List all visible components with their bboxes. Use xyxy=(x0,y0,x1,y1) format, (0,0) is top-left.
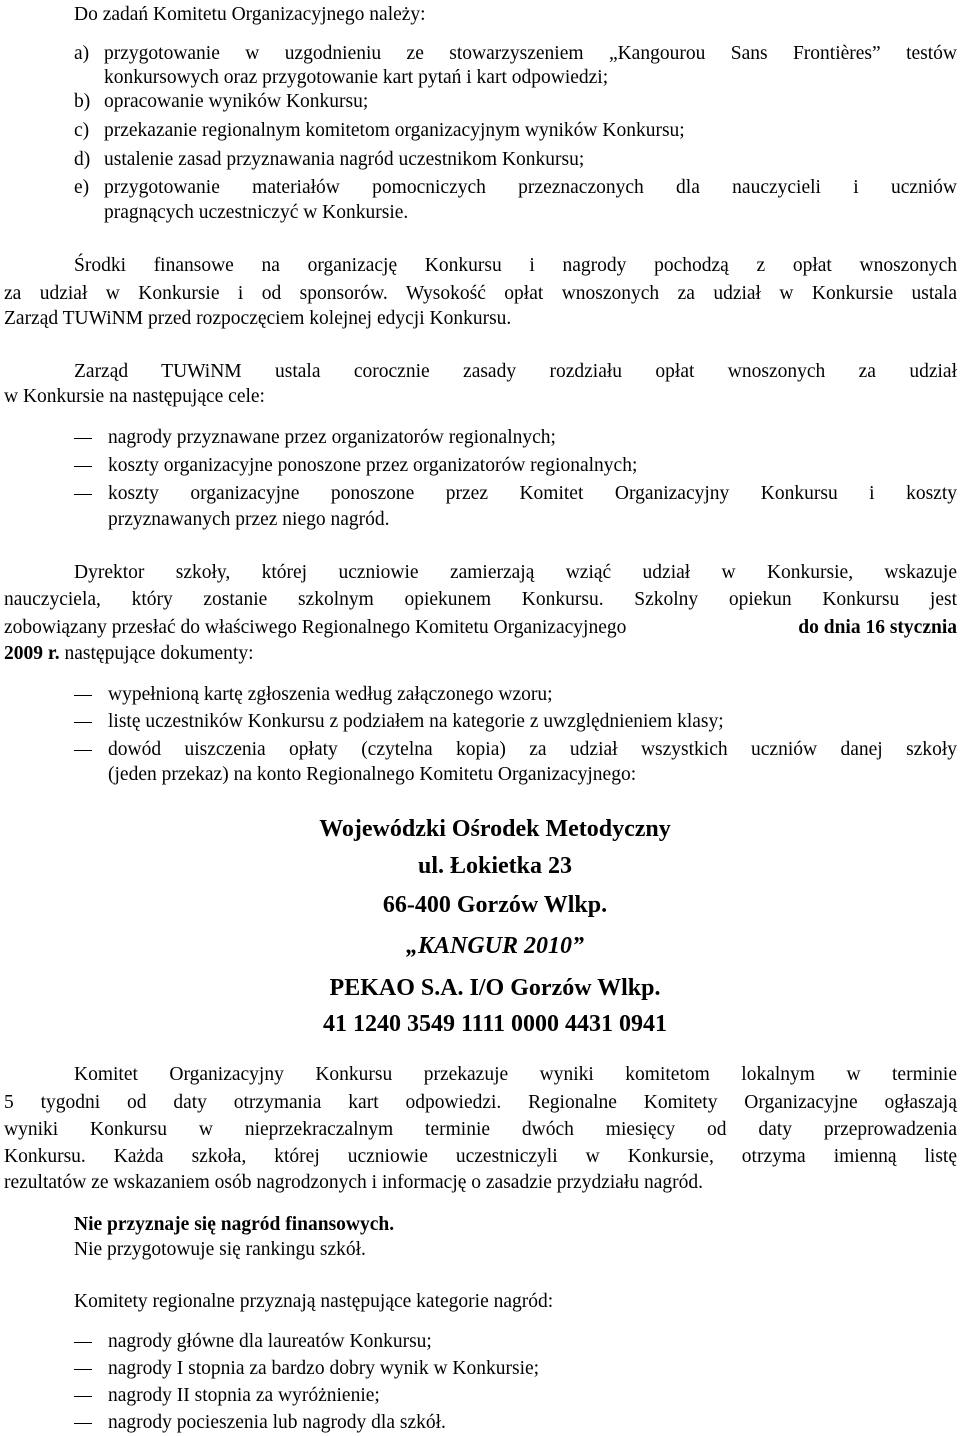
funds-line-2: za udział w Konkursie i od sponsorów. Wysokość opłat wnoszonych za udział w Konkursie ustala xyxy=(4,283,957,304)
allocation-line-2: w Konkursie na następujące cele: xyxy=(4,386,265,407)
director-line-3 xyxy=(4,616,957,640)
task-e-line-1: przygotowanie materiałów pomocniczych przeznaczonych dla nauczycieli i uczniów xyxy=(104,177,957,198)
results-line-4: Konkursu. Każda szkoła, której uczniowie uczestniczyli w Konkursie, otrzyma imienną listę xyxy=(4,1146,957,1167)
deadline-date: do dnia 16 stycznia xyxy=(798,617,957,638)
document-item-2: listę uczestników Konkursu z podziałem na kategorie z uwzględnieniem klasy; xyxy=(108,711,724,732)
dash-bullet xyxy=(74,466,92,467)
dash-bullet xyxy=(74,494,92,495)
task-marker-d: d) xyxy=(74,149,91,170)
address-street: ul. Łokietka 23 xyxy=(417,853,573,879)
task-a-line-2: konkursowych oraz przygotowanie kart pytań i kart odpowiedzi; xyxy=(104,67,609,88)
categories-intro: Komitety regionalne przyznają następujące kategorie nagród: xyxy=(74,1291,554,1312)
dash-bullet xyxy=(74,750,92,751)
dash-bullet xyxy=(74,1342,92,1343)
task-d-line-1: ustalenie zasad przyznawania nagród uczestnikom Konkursu; xyxy=(104,149,585,170)
allocation-item-1: nagrody przyznawane przez organizatorów regionalnych; xyxy=(108,427,556,448)
dash-bullet xyxy=(74,1396,92,1397)
director-line-4-text: następujące dokumenty: xyxy=(59,643,254,664)
category-item-1: nagrody główne dla laureatów Konkursu; xyxy=(108,1331,432,1352)
director-line-4 xyxy=(4,642,253,666)
no-school-ranking: Nie przygotowuje się rankingu szkół. xyxy=(74,1239,366,1260)
director-line-3-text: zobowiązany przesłać do właściwego Regionalnego Komitetu Organizacyjnego xyxy=(4,617,627,638)
allocation-item-3-line-2: przyznawanych przez niego nagród. xyxy=(108,509,390,530)
allocation-line-1: Zarząd TUWiNM ustala corocznie zasady rozdziału opłat wnoszonych za udział xyxy=(74,361,957,382)
task-marker-a: a) xyxy=(74,43,90,64)
task-marker-e: e) xyxy=(74,177,90,198)
task-b-line-1: opracowanie wyników Konkursu; xyxy=(104,91,369,112)
category-item-4: nagrody pocieszenia lub nagrody dla szkół. xyxy=(108,1412,446,1433)
intro-text: Do zadań Komitetu Organizacyjnego należy: xyxy=(74,4,426,25)
dash-bullet xyxy=(74,722,92,723)
allocation-item-2: koszty organizacyjne ponoszone przez organizatorów regionalnych; xyxy=(108,455,638,476)
bank-name: PEKAO S.A. I/O Gorzów Wlkp. xyxy=(329,975,661,1001)
category-item-3: nagrody II stopnia za wyróżnienie; xyxy=(108,1385,380,1406)
funds-line-3: Zarząd TUWiNM przed rozpoczęciem kolejnej edycji Konkursu. xyxy=(4,308,512,329)
funds-line-1: Środki finansowe na organizację Konkursu i nagrody pochodzą z opłat wnoszonych xyxy=(74,255,957,276)
deadline-year: 2009 r. xyxy=(4,643,60,664)
account-title: „KANGUR 2010” xyxy=(405,933,585,959)
director-line-1: Dyrektor szkoły, której uczniowie zamierzają wziąć udział w Konkursie, wskazuje xyxy=(74,562,957,583)
dash-bullet xyxy=(74,1423,92,1424)
task-marker-b: b) xyxy=(74,91,91,112)
director-line-2: nauczyciela, który zostanie szkolnym opiekunem Konkursu. Szkolny opiekun Konkursu jest xyxy=(4,589,957,610)
results-line-1: Komitet Organizacyjny Konkursu przekazuje wyniki komitetom lokalnym w terminie xyxy=(74,1064,957,1085)
document-item-1: wypełnioną kartę zgłoszenia według załączonego wzoru; xyxy=(108,684,553,705)
dash-bullet xyxy=(74,695,92,696)
dash-bullet xyxy=(74,1369,92,1370)
results-line-5: rezultatów ze wskazaniem osób nagrodzonych i informację o zasadzie przydziału nagród. xyxy=(4,1172,704,1193)
task-marker-c: c) xyxy=(74,120,90,141)
document-item-3-line-1: dowód uiszczenia opłaty (czytelna kopia) za udział wszystkich uczniów danej szkoły xyxy=(108,739,957,760)
document-item-3-line-2: (jeden przekaz) na konto Regionalnego Komitetu Organizacyjnego: xyxy=(108,764,637,785)
category-item-2: nagrody I stopnia za bardzo dobry wynik w Konkursie; xyxy=(108,1358,540,1379)
results-line-3: wyniki Konkursu w nieprzekraczalnym terminie dwóch miesięcy od daty przeprowadzenia xyxy=(4,1119,957,1140)
task-e-line-2: pragnących uczestniczyć w Konkursie. xyxy=(104,202,409,223)
address-name: Wojewódzki Ośrodek Metodyczny xyxy=(319,816,671,842)
task-c-line-1: przekazanie regionalnym komitetom organizacyjnym wyników Konkursu; xyxy=(104,120,685,141)
task-a-line-1: przygotowanie w uzgodnieniu ze stowarzyszeniem „Kangourou Sans Frontières” testów xyxy=(104,43,957,64)
address-city: 66-400 Gorzów Wlkp. xyxy=(382,892,608,918)
bank-account-number: 41 1240 3549 1111 0000 4431 0941 xyxy=(322,1011,668,1037)
no-financial-prizes: Nie przyznaje się nagród finansowych. xyxy=(74,1214,395,1235)
allocation-item-3-line-1: koszty organizacyjne ponoszone przez Komitet Organizacyjny Konkursu i koszty xyxy=(108,483,957,504)
dash-bullet xyxy=(74,438,92,439)
results-line-2: 5 tygodni od daty otrzymania kart odpowiedzi. Regionalne Komitety Organizacyjne ogłaszają xyxy=(4,1092,957,1113)
